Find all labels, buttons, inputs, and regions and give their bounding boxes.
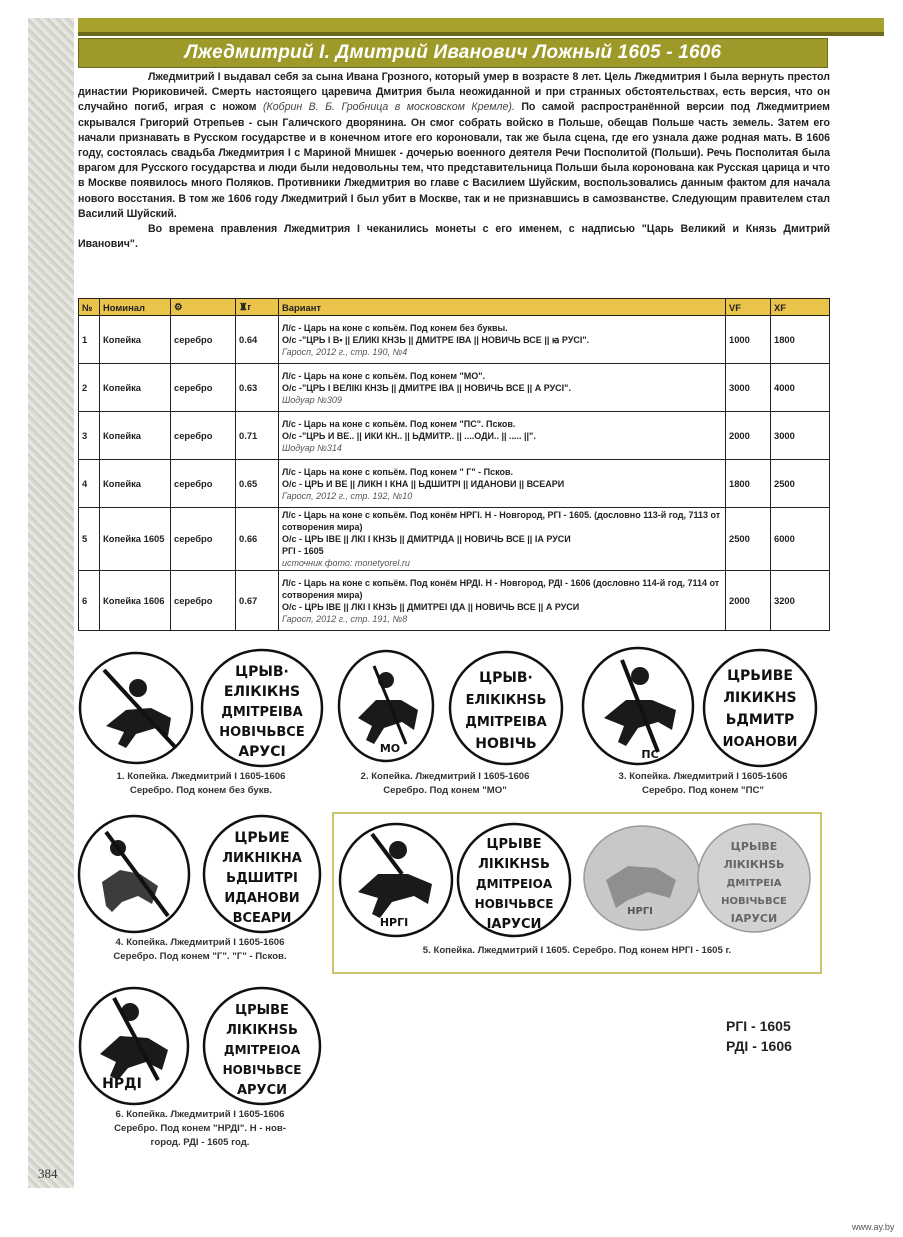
rider-head-icon (129, 679, 147, 697)
coin-4-rev-line: ВСЕАРИ (232, 911, 292, 926)
caption-line: 6. Копейка. Лжедмитрий I 1605-1606 (115, 1109, 285, 1120)
variant-obverse: Л/с - Царь на коне с копьём. Под конем " Г" - Псков. (282, 466, 514, 477)
cell-metal: серебро (171, 508, 236, 571)
coin-1-rev-line: АРУСІ (238, 744, 286, 760)
coin-4-rev-line: ЦРЬИЕ (234, 830, 290, 846)
coin-5-caption (334, 944, 820, 958)
intro-p1-part-a: Лжедмитрий I выдавал себя за сына Ивана Грозного, который умер в возрасте 8 лет. Цель Лжедмитрия I была вернуть престол династии Рюриковичей. Смерть настоящего царевича Дмитрия была неожиданной и при странных обстоятельствах, есть версия, что он случайно погиб, играя с ножом (78, 71, 830, 114)
cell-weight: 0.71 (236, 412, 279, 460)
coin-3-under-letters: ПС (641, 748, 659, 761)
coin-6-figure (76, 984, 326, 1108)
variant-reverse: О/с - ЦРЬ IВЕ || ЛКІ I КНЗЬ || ДМИТРIДА || НОВИЧЬ ВСЕ || IА РУСИ (282, 534, 571, 544)
table-row (79, 364, 830, 412)
col-metal: ⚙ (171, 299, 236, 316)
cell-number: 5 (79, 508, 100, 571)
coin-6-rev-line: ДМІТРЕІОА (223, 1043, 301, 1057)
coin-6-under-letters: НРДІ (102, 1076, 142, 1092)
coin-1-rev-line: ЦРЫВ· (235, 664, 289, 680)
caption-line: город. РДІ - 1605 год. (150, 1137, 250, 1148)
cell-metal: серебро (171, 412, 236, 460)
variant-reverse: О/с -"ЦРЬ И ВЕ.. || ИКИ КН.. || ЬДМИТР.. || ....ОДИ.. || ..... ||". (282, 430, 536, 441)
cell-vf: 2000 (726, 412, 771, 460)
cell-xf: 3000 (771, 412, 830, 460)
coin-1-caption (76, 770, 326, 798)
cell-nominal: Копейка 1606 (100, 571, 171, 631)
coin-5-rev-line: ЛІКІКНЅЬ (478, 857, 550, 872)
variant-obverse: Л/с - Царь на коне с копьём. Под конём НРГI. Н - Новгород, РГI - 1605. (дословно 113-й год, 7113 от сотворения мира) (282, 510, 721, 532)
caption-line: Серебро. Под конем "Г". "Г" - Псков. (113, 951, 287, 962)
cell-vf: 1000 (726, 316, 771, 364)
coin-3-figure (580, 644, 820, 770)
cell-nominal: Копейка (100, 364, 171, 412)
date-legend (726, 1016, 792, 1056)
cell-metal: серебро (171, 364, 236, 412)
cell-vf: 2000 (726, 571, 771, 631)
watermark: www.ay.by (852, 1222, 895, 1232)
caption-line: Серебро. Под конем без букв. (129, 785, 273, 796)
cell-weight: 0.67 (236, 571, 279, 631)
coin-5-rev-line: ЦРЬІВЕ (486, 837, 542, 852)
variant-obverse: Л/с - Царь на коне с копьём. Под конем "ПС". Псков. (282, 418, 516, 429)
cell-number: 1 (79, 316, 100, 364)
variant-source: Шодуар №314 (282, 442, 342, 453)
coin-6-rev-line: ЦРЫВЕ (235, 1003, 289, 1018)
cell-variant (279, 508, 726, 571)
variant-date: РГI - 1605 (282, 546, 324, 556)
coin-3-rev-line: ЦРЬИВЕ (727, 668, 793, 684)
caption-line: 3. Копейка. Лжедмитрий I 1605-1606 (618, 771, 788, 782)
table-header-row (79, 299, 830, 316)
cell-metal: серебро (171, 460, 236, 508)
col-weight: ♜г (236, 299, 279, 316)
caption-line: Серебро. Под конем "МО" (383, 785, 507, 796)
coin-3-rev-line: ИОАНОВИ (722, 735, 798, 750)
coin-6-rev-line: ЛІКІКНЅЬ (226, 1023, 298, 1038)
coin-5-under-letters: НРГІ (379, 916, 409, 929)
cell-nominal: Копейка (100, 316, 171, 364)
coin-1-figure (76, 648, 326, 770)
cell-nominal: Копейка (100, 412, 171, 460)
coin-5-rev-line: НОВІЧЬВСЕ (474, 897, 554, 911)
cell-weight: 0.66 (236, 508, 279, 571)
coin-3-caption (578, 770, 828, 798)
cell-nominal: Копейка (100, 460, 171, 508)
coin-2-rev-line: ДМІТРЕІВА (465, 715, 547, 730)
variant-obverse: Л/с - Царь на коне с копьём. Под конем без буквы. (282, 322, 508, 333)
date-legend-line: РГІ - 1605 (726, 1018, 791, 1034)
caption-line: 2. Копейка. Лжедмитрий I 1605-1606 (360, 771, 530, 782)
table-row (79, 571, 830, 631)
intro-paragraph-1 (78, 70, 830, 222)
variant-obverse: Л/с - Царь на коне с копьём. Под конем "МО". (282, 370, 486, 381)
col-xf: XF (771, 299, 830, 316)
coin-4-rev-line: ЬДШИТРІ (226, 871, 298, 886)
variant-reverse: О/с - ЦРЬ И ВЕ || ЛИКН I КНА || ЬДШИТРI || ИДАНОВИ || ВСЕАРИ (282, 478, 565, 489)
rider-head-icon (631, 667, 649, 685)
cell-nominal: Копейка 1605 (100, 508, 171, 571)
coin-6-rev-line: НОВІЧЬВСЕ (222, 1063, 302, 1077)
coin-5-photo-under-letters: НРГІ (627, 906, 653, 917)
coin-5-rev-line: ДМІТРЕІОА (475, 877, 553, 891)
cell-variant (279, 460, 726, 508)
date-legend-line: РДІ - 1606 (726, 1038, 792, 1054)
col-variant: Вариант (279, 299, 726, 316)
intro-p1-part-b: По самой распространённой версии под Лжедмитрием скрывался Григорий Отрепьев - сын Галичского дворянина. Он смог собрать войско в Польше, обещав Польше часть земель. Затем его начали признавать в Русском государстве и в конечном итоге его короновали, так же была сцена, где его узнала даже родная мать. В 1606 году, состоялась свадьба Лжедмитрия I с Мариной Мнишек - дочерью военного деятеля Речи Посполитой (Польши). Речь Посполитая была врагом для Русского государства и люди были недовольны тем, что представительница Польши была коронована как Русская царица и что в Москве появилось много Поляков. Противники Лжедмитрия во главе с Василием Шуйским, воспользовались данным фактом для начала нового восстания. В том же 1606 году Лжедмитрий I был убит в Москве, так и не признавшись в самозванстве. Следующим правителем стал Василий Шуйский. (78, 101, 830, 220)
variant-reverse: О/с -"ЦРЬ I ВЕЛІКІ КНЗЬ || ДМИТРЕ IВА || НОВИЧЬ ВСЕ || А РУСІ". (282, 382, 571, 393)
cell-xf: 1800 (771, 316, 830, 364)
caption-line: 5. Копейка. Лжедмитрий I 1605. Серебро. Под конем НРГІ - 1605 г. (422, 945, 732, 956)
col-vf: VF (726, 299, 771, 316)
table-row (79, 316, 830, 364)
intro-text (78, 70, 830, 252)
top-decorative-bar (78, 18, 884, 32)
cell-number: 3 (79, 412, 100, 460)
cell-variant (279, 412, 726, 460)
coin-5-photo-rev-line: ІАРУСИ (730, 912, 778, 925)
cell-xf: 3200 (771, 571, 830, 631)
table-row (79, 412, 830, 460)
coin-5-photo-rev-line: НОВІЧЬВСЕ (721, 896, 787, 907)
cell-weight: 0.65 (236, 460, 279, 508)
coin-2-rev-line: ЕЛІКІКНЅЬ (465, 693, 547, 708)
variant-reverse: О/с - ЦРЬ IВЕ || ЛКІ I КНЗЬ || ДМИТРЕI IДА || НОВИЧЬ ВСЕ || А РУСИ (282, 601, 580, 612)
coin-2-rev-line: НОВІЧЬ (475, 736, 537, 752)
page-title: Лжедмитрий I. Дмитрий Иванович Ложный 1605 - 1606 (184, 42, 722, 63)
coin-5-photo-rev-line: ДМІТРЕІА (726, 878, 782, 889)
coin-4-caption (70, 936, 330, 964)
top-bar-shadow (78, 32, 884, 36)
variant-source: источник фото: monetyorel.ru (282, 558, 410, 568)
cell-weight: 0.64 (236, 316, 279, 364)
cell-metal: серебро (171, 316, 236, 364)
decorative-side-strip (28, 18, 74, 1188)
cell-number: 2 (79, 364, 100, 412)
coin-4-rev-line: ЛИКНІКНА (222, 851, 302, 866)
table-row (79, 508, 830, 571)
cell-vf: 2500 (726, 508, 771, 571)
coin-2-rev-line: ЦРЫВ· (479, 670, 533, 686)
intro-p1-reference: (Кобрин В. Б. Гробница в московском Кремле). (262, 101, 515, 114)
col-number: № (79, 299, 100, 316)
coin-6-caption (70, 1108, 330, 1150)
caption-line: Серебро. Под конем "НРДІ". Н - нов- (114, 1123, 286, 1134)
coin-3-rev-line: ЬДМИТР (725, 712, 795, 728)
cell-vf: 3000 (726, 364, 771, 412)
cell-weight: 0.63 (236, 364, 279, 412)
cell-variant (279, 316, 726, 364)
caption-line: 4. Копейка. Лжедмитрий I 1605-1606 (115, 937, 285, 948)
coin-2-under-letters: МО (379, 742, 401, 755)
coin-1-rev-line: НОВІЧЬВСЕ (219, 725, 305, 740)
cell-variant (279, 571, 726, 631)
cell-vf: 1800 (726, 460, 771, 508)
coin-5-photo-rev-line: ЦРЬІВЕ (730, 840, 778, 853)
cell-metal: серебро (171, 571, 236, 631)
rider-head-icon (389, 841, 407, 859)
coin-1-rev-line: ЕЛІКІКНЅ (223, 684, 301, 700)
table-row (79, 460, 830, 508)
cell-xf: 6000 (771, 508, 830, 571)
coin-5-rev-line: ІАРУСИ (486, 917, 542, 932)
caption-line: 1. Копейка. Лжедмитрий I 1605-1606 (116, 771, 286, 782)
page-number: 384 (38, 1166, 58, 1181)
cell-number: 6 (79, 571, 100, 631)
coin-2-figure (336, 648, 566, 770)
coin-2-caption (320, 770, 570, 798)
variant-reverse: О/с -"ЦРЬ I В• || ЕЛИКІ КНЗЬ || ДМИТРЕ IВА || НОВИЧЬ ВСЕ || ꙗ РУСІ". (282, 334, 590, 345)
coin-1-rev-line: ДМІТРЕІВА (221, 705, 303, 720)
coin-6-rev-line: АРУСИ (236, 1083, 288, 1098)
title-bar (78, 38, 828, 68)
variant-source: Шодуар №309 (282, 394, 342, 405)
coin-4-figure (76, 812, 326, 936)
cell-xf: 4000 (771, 364, 830, 412)
coin-5-photo-rev-line: ЛІКІКНЅЬ (723, 858, 785, 871)
variant-source: Гаросп, 2012 г., стр. 191, №8 (282, 613, 408, 624)
coin-5-figure (336, 818, 816, 942)
cell-number: 4 (79, 460, 100, 508)
variant-source: Гаросп, 2012 г., стр. 190, №4 (282, 346, 408, 357)
col-nominal: Номинал (100, 299, 171, 316)
caption-line: Серебро. Под конем "ПС" (642, 785, 764, 796)
cell-variant (279, 364, 726, 412)
coin-4-rev-line: ИДАНОВИ (224, 891, 300, 906)
variant-source: Гаросп, 2012 г., стр. 192, №10 (282, 490, 413, 501)
intro-paragraph-2: Во времена правления Лжедмитрия I чеканились монеты с его именем, с надписью "Царь Великий и Князь Дмитрий Иванович". (78, 223, 830, 251)
cell-xf: 2500 (771, 460, 830, 508)
coin-3-rev-line: ЛІКИКНЅ (723, 690, 797, 706)
coin-table (78, 298, 830, 631)
variant-obverse: Л/с - Царь на коне с копьём. Под конём НРДI. Н - Новгород, РДI - 1606 (дословно 114-й год, 7114 от сотворения мира) (282, 577, 720, 600)
